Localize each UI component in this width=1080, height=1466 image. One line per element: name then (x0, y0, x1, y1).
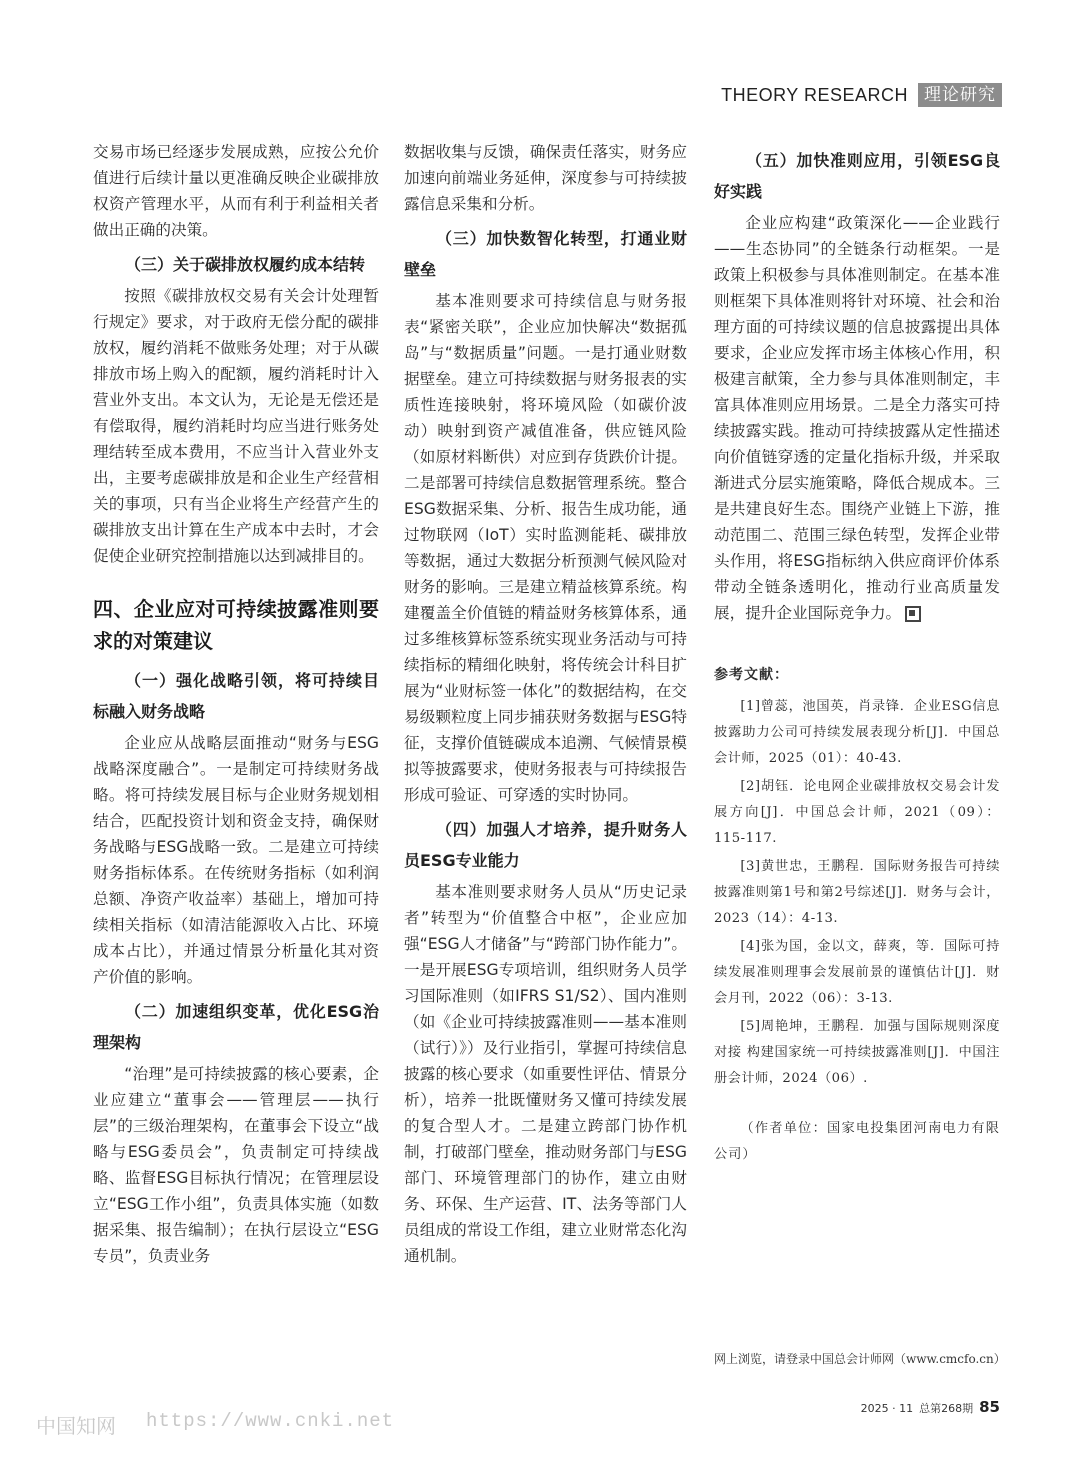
paragraph: 企业应从战略层面推动“财务与ESG战略深度融合”。一是制定可持续财务战略。将可持续发展目标与企业财务规划相结合，匹配投资计划和资金支持，确保财务战略与ESG战略一致。二是建立可持续财务指标体系。在传统财务指标（如利润总额、净资产收益率）基础上，增加可持续相关指标（如清洁能源收入占比、环境成本占比），并通过情景分析量化其对资产价值的影响。 (93, 734, 379, 986)
paragraph-text: 企业应构建“政策深化——企业践行——生态协同”的全链条行动框架。一是政策上积极参与具体准则制定。在基本准则框架下具体准则将针对环境、社会和治理方面的可持续议题的信息披露提出具体要求，企业应发挥市场主体核心作用，积极建言献策，全力参与具体准则制定，丰富具体准则应用场景。二是全力落实可持续披露实践。推动可持续披露从定性描述向价值链穿透的定量化指标升级，并采取渐进式分层实施策略，降低合规成本。三是共建良好生态。围绕产业链上下游，推动范围二、范围三绿色转型，发挥企业带头作用，将ESG指标纳入供应商评价体系带动全链条透明化，推动行业高质量发展，提升企业国际竞争力。 (714, 214, 1000, 622)
paragraph: 交易市场已经逐步发展成熟，应按公允价值进行后续计量以更准确反映企业碳排放权资产管理水平，从而有利于利益相关者做出正确的决策。 (93, 143, 379, 239)
reference-item: [3]黄世忠，王鹏程．国际财务报告可持续披露准则第1号和第2号综述[J]．财务与会计，2023（14）：4-13. (714, 859, 1000, 926)
watermark-url[interactable]: https://www.cnki.net (146, 1410, 395, 1432)
reference-item: [5]周艳坤，王鹏程．加强与国际规则深度对接 构建国家统一可持续披露准则[J]．中国注册会计师，2024（06）. (714, 1019, 1000, 1086)
paragraph: 基本准则要求财务人员从“历史记录者”转型为“价值整合中枢”，企业应加强“ESG人才储备”与“跨部门协作能力”。一是开展ESG专项培训，组织财务人员学习国际准则（如IFRS S1/S2）、国内准则（如《企业可持续披露准则——基本准则（试行）》）及行业指引，掌握可持续信息披露的核心要求（如重要性评估、情景分析），培养一批既懂财务又懂可持续发展的复合型人才。二是建立跨部门协作机制，打破部门壁垒，推动财务部门与ESG部门、环境管理部门的协作，建立由财务、环保、生产运营、IT、法务等部门人员组成的常设工作组，建立业财常态化沟通机制。 (404, 883, 687, 1265)
paragraph: 基本准则要求可持续信息与财务报表“紧密关联”，企业应加快解决“数据孤岛”与“数据质量”问题。一是打通业财数据壁垒。建立可持续数据与财务报表的实质性连接映射，将环境风险（如碳价波动）映射到资产减值准备，供应链风险（如原材料断供）对应到存货跌价计提。二是部署可持续信息数据管理系统。整合ESG数据采集、分析、报告生成功能，通过物联网（IoT）实时监测能耗、碳排放等数据，通过大数据分析预测气候风险对财务的影响。三是建立精益核算系统。构建覆盖全价值链的精益财务核算体系，通过多维核算标签系统实现业务活动与可持续指标的精细化映射，将传统会计科目扩展为“业财标签一体化”的数据结构，在交易级颗粒度上同步捕获财务数据与ESG特征，支撑价值链碳成本追溯、气候情景模拟等披露要求，使财务报表与可持续报告形成可验证、可穿透的实时协同。 (404, 292, 687, 804)
paragraph: 按照《碳排放权交易有关会计处理暂行规定》要求，对于政府无偿分配的碳排放权，履约消耗不做账务处理；对于从碳排放市场上购入的配额，履约消耗时计入营业外支出。本文认为，无论是无偿还是有偿取得，履约消耗时均应当进行账务处理结转至成本费用，不应当计入营业外支出，主要考虑碳排放是和企业生产经营相关的事项，只有当企业将生产经营产生的碳排放支出计算在生产成本中去时，才会促使企业研究控制措施以达到减排目的。 (93, 287, 379, 565)
issue-date: 2025 · 11 (860, 1402, 914, 1415)
section-heading: 四、企业应对可持续披露准则要求的对策建议 (93, 597, 379, 653)
column-right (714, 139, 1000, 1168)
paragraph: 数据收集与反馈，确保责任落实，财务应加速向前端业务延伸，深度参与可持续披露信息采集和分析。 (404, 143, 687, 213)
subheading: （一）强化战略引领，将可持续目标融入财务战略 (93, 671, 379, 721)
reference-item: [4]张为国，金以文，薛爽，等．国际可持续发展准则理事会发展前景的谨慎估计[J]．财会月刊，2022（06）：3-13. (714, 939, 1000, 1006)
page-footer (861, 1398, 1000, 1416)
watermark (36, 1410, 394, 1439)
article-end-icon (905, 606, 921, 622)
watermark-logo-text: 中国知网 (36, 1414, 116, 1438)
subheading: （五）加快准则应用，引领ESG良好实践 (714, 151, 1000, 201)
page-number: 85 (979, 1398, 1000, 1416)
running-header (721, 82, 1002, 108)
reference-item: [1]曾蕊，池国英，肖录锋．企业ESG信息披露助力公司可持续发展表现分析[J]．中国总会计师，2025（01）：40-43. (714, 699, 1000, 766)
issue-total: 总第268期 (919, 1402, 974, 1415)
header-section-label: 理论研究 (918, 83, 1002, 107)
header-english: THEORY RESEARCH (721, 84, 908, 105)
column-middle (404, 139, 687, 1269)
subheading: （三）关于碳排放权履约成本结转 (125, 255, 366, 274)
paragraph: “治理”是可持续披露的核心要素，企业应建立“董事会——管理层——执行层”的三级治理架构，在董事会下设立“战略与ESG委员会”，负责制定可持续战略、监督ESG目标执行情况；在管理层设立“ESG工作小组”，负责具体实施（如数据采集、报告编制）；在执行层设立“ESG专员”，负责业务 (93, 1065, 379, 1265)
subheading: （四）加强人才培养，提升财务人员ESG专业能力 (404, 820, 687, 870)
subheading: （二）加速组织变革，优化ESG治理架构 (93, 1002, 379, 1052)
browse-note: 网上浏览，请登录中国总会计师网（www.cmcfo.cn） (714, 1352, 1006, 1366)
subheading: （三）加快数智化转型，打通业财壁垒 (404, 229, 687, 279)
references-title: 参考文献： (714, 667, 789, 683)
reference-item: [2]胡钰．论电网企业碳排放权交易会计发展方向[J]．中国总会计师，2021（09）：115-117. (714, 779, 1000, 846)
author-affiliation: （作者单位：国家电投集团河南电力有限公司） (714, 1121, 1000, 1162)
paragraph (714, 210, 1000, 626)
column-left (93, 139, 379, 1269)
